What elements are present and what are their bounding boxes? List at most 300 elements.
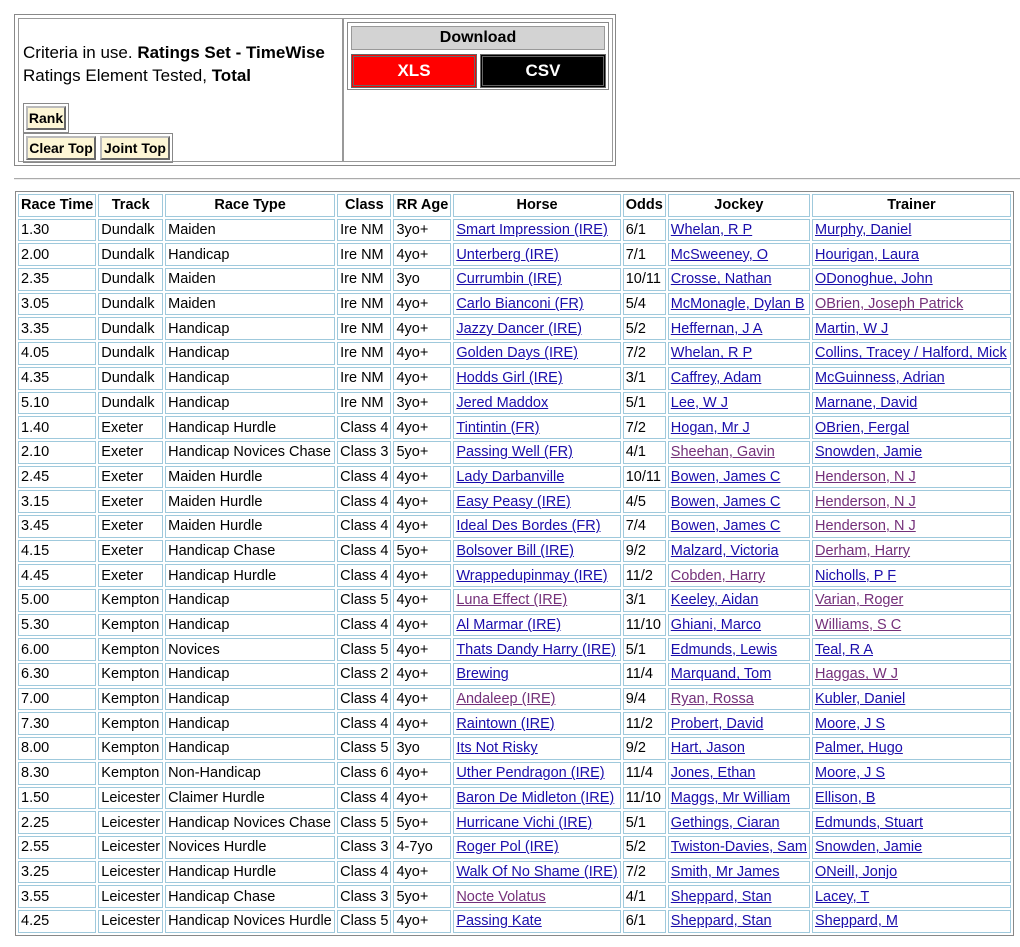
trainer-link[interactable]: Derham, Harry [812, 540, 1011, 563]
element-value: Total [211, 66, 252, 85]
race-time-cell: 2.10 [18, 441, 96, 464]
race-type-cell: Handicap [165, 614, 335, 637]
class-cell: Class 4 [337, 515, 391, 538]
class-cell: Class 4 [337, 688, 391, 711]
column-header: Track [98, 194, 163, 217]
race-type-cell: Maiden [165, 268, 335, 291]
table-body [18, 219, 1011, 933]
horse-link[interactable]: Thats Dandy Harry (IRE) [453, 638, 620, 661]
horse-link[interactable]: Uther Pendragon (IRE) [453, 762, 620, 785]
track-cell: Leicester [98, 861, 163, 884]
jockey-link[interactable]: Smith, Mr James [668, 861, 810, 884]
odds-cell: 11/4 [623, 663, 666, 686]
top-buttons-group [23, 133, 173, 163]
criteria-panel [14, 14, 616, 166]
race-time-cell: 4.05 [18, 342, 96, 365]
class-cell: Class 4 [337, 416, 391, 439]
class-cell: Class 5 [337, 737, 391, 760]
track-cell: Leicester [98, 787, 163, 810]
jockey-link[interactable]: Whelan, R P [668, 219, 810, 242]
divider [14, 178, 1020, 180]
jockey-link[interactable]: Hogan, Mr J [668, 416, 810, 439]
horse-link[interactable]: Easy Peasy (IRE) [453, 490, 620, 513]
age-cell: 5yo+ [393, 540, 451, 563]
table-row [18, 836, 1011, 859]
track-cell: Dundalk [98, 268, 163, 291]
age-cell: 4yo+ [393, 762, 451, 785]
odds-cell: 6/1 [623, 910, 666, 933]
table-row [18, 416, 1011, 439]
track-cell: Leicester [98, 910, 163, 933]
age-cell: 5yo+ [393, 885, 451, 908]
criteria-prefix: Criteria in use. [23, 43, 138, 62]
odds-cell: 5/4 [623, 293, 666, 316]
race-type-cell: Claimer Hurdle [165, 787, 335, 810]
table-header-row [18, 194, 1011, 217]
jockey-link[interactable]: McMonagle, Dylan B [668, 293, 810, 316]
trainer-link[interactable]: Teal, R A [812, 638, 1011, 661]
horse-link[interactable]: Nocte Volatus [453, 885, 620, 908]
table-row [18, 811, 1011, 834]
age-cell: 4yo+ [393, 663, 451, 686]
trainer-link[interactable]: Sheppard, M [812, 910, 1011, 933]
column-header: Odds [623, 194, 666, 217]
age-cell: 4yo+ [393, 367, 451, 390]
class-cell: Ire NM [337, 317, 391, 340]
horse-link[interactable]: Currumbin (IRE) [453, 268, 620, 291]
race-time-cell: 3.05 [18, 293, 96, 316]
age-cell: 5yo+ [393, 811, 451, 834]
race-type-cell: Handicap [165, 663, 335, 686]
track-cell: Dundalk [98, 317, 163, 340]
race-type-cell: Handicap [165, 367, 335, 390]
trainer-link[interactable]: Kubler, Daniel [812, 688, 1011, 711]
race-type-cell: Handicap [165, 342, 335, 365]
element-prefix: Ratings Element Tested, [23, 66, 212, 85]
horse-link[interactable]: Al Marmar (IRE) [453, 614, 620, 637]
table-row [18, 688, 1011, 711]
column-header: Horse [453, 194, 620, 217]
track-cell: Leicester [98, 885, 163, 908]
jockey-link[interactable]: McSweeney, O [668, 243, 810, 266]
age-cell: 4yo+ [393, 589, 451, 612]
race-type-cell: Handicap Chase [165, 885, 335, 908]
race-type-cell: Handicap [165, 392, 335, 415]
horse-link[interactable]: Jered Maddox [453, 392, 620, 415]
age-cell: 4yo+ [393, 910, 451, 933]
race-type-cell: Handicap Novices Chase [165, 441, 335, 464]
race-type-cell: Maiden [165, 293, 335, 316]
odds-cell: 11/10 [623, 614, 666, 637]
race-type-cell: Non-Handicap [165, 762, 335, 785]
age-cell: 4-7yo [393, 836, 451, 859]
table-row [18, 663, 1011, 686]
trainer-link[interactable]: Moore, J S [812, 762, 1011, 785]
track-cell: Dundalk [98, 293, 163, 316]
horse-link[interactable]: Tintintin (FR) [453, 416, 620, 439]
race-type-cell: Handicap Hurdle [165, 564, 335, 587]
age-cell: 4yo+ [393, 712, 451, 735]
odds-cell: 5/1 [623, 811, 666, 834]
class-cell: Class 2 [337, 663, 391, 686]
age-cell: 3yo+ [393, 219, 451, 242]
race-type-cell: Handicap [165, 688, 335, 711]
horse-link[interactable]: Hodds Girl (IRE) [453, 367, 620, 390]
table-row [18, 392, 1011, 415]
ratings-set-value: Ratings Set - TimeWise [137, 43, 325, 62]
jockey-link[interactable]: Bowen, James C [668, 515, 810, 538]
odds-cell: 10/11 [623, 466, 666, 489]
table-row [18, 293, 1011, 316]
odds-cell: 7/1 [623, 243, 666, 266]
race-type-cell: Handicap Hurdle [165, 416, 335, 439]
age-cell: 4yo+ [393, 317, 451, 340]
age-cell: 3yo+ [393, 392, 451, 415]
race-type-cell: Handicap Hurdle [165, 861, 335, 884]
horse-link[interactable]: Wrappedupinmay (IRE) [453, 564, 620, 587]
jockey-link[interactable]: Maggs, Mr William [668, 787, 810, 810]
horse-link[interactable]: Baron De Midleton (IRE) [453, 787, 620, 810]
odds-cell: 9/2 [623, 540, 666, 563]
horse-link[interactable]: Roger Pol (IRE) [453, 836, 620, 859]
track-cell: Exeter [98, 416, 163, 439]
horse-link[interactable]: Bolsover Bill (IRE) [453, 540, 620, 563]
table-row [18, 885, 1011, 908]
race-time-cell: 4.15 [18, 540, 96, 563]
age-cell: 4yo+ [393, 688, 451, 711]
trainer-link[interactable]: Snowden, Jamie [812, 836, 1011, 859]
table-row [18, 243, 1011, 266]
class-cell: Class 5 [337, 638, 391, 661]
table-row [18, 367, 1011, 390]
trainer-link[interactable]: Edmunds, Stuart [812, 811, 1011, 834]
trainer-link[interactable]: OBrien, Joseph Patrick [812, 293, 1011, 316]
horse-link[interactable]: Raintown (IRE) [453, 712, 620, 735]
race-time-cell: 8.00 [18, 737, 96, 760]
horse-link[interactable]: Carlo Bianconi (FR) [453, 293, 620, 316]
clear-top-button[interactable]: Clear Top [26, 136, 96, 160]
race-time-cell: 2.25 [18, 811, 96, 834]
class-cell: Class 5 [337, 589, 391, 612]
class-cell: Class 5 [337, 910, 391, 933]
jockey-link[interactable]: Twiston-Davies, Sam [668, 836, 810, 859]
trainer-link[interactable]: Collins, Tracey / Halford, Mick [812, 342, 1011, 365]
odds-cell: 5/1 [623, 638, 666, 661]
track-cell: Leicester [98, 836, 163, 859]
table-row [18, 638, 1011, 661]
jockey-link[interactable]: Marquand, Tom [668, 663, 810, 686]
table-row [18, 762, 1011, 785]
trainer-link[interactable]: Moore, J S [812, 712, 1011, 735]
jockey-link[interactable]: Lee, W J [668, 392, 810, 415]
race-time-cell: 1.50 [18, 787, 96, 810]
jockey-link[interactable]: Malzard, Victoria [668, 540, 810, 563]
download-title: Download [351, 26, 605, 50]
class-cell: Ire NM [337, 342, 391, 365]
jockey-link[interactable]: Crosse, Nathan [668, 268, 810, 291]
column-header: Race Time [18, 194, 96, 217]
trainer-link[interactable]: Henderson, N J [812, 490, 1011, 513]
trainer-link[interactable]: Nicholls, P F [812, 564, 1011, 587]
track-cell: Exeter [98, 466, 163, 489]
jockey-link[interactable]: Bowen, James C [668, 490, 810, 513]
jockey-link[interactable]: Hart, Jason [668, 737, 810, 760]
age-cell: 4yo+ [393, 515, 451, 538]
trainer-link[interactable]: Haggas, W J [812, 663, 1011, 686]
jockey-link[interactable]: Ryan, Rossa [668, 688, 810, 711]
jockey-link[interactable]: Sheehan, Gavin [668, 441, 810, 464]
races-table [15, 191, 1014, 936]
xls-download-button[interactable]: XLS [351, 54, 477, 88]
jockey-link[interactable]: Heffernan, J A [668, 317, 810, 340]
horse-link[interactable]: Ideal Des Bordes (FR) [453, 515, 620, 538]
race-time-cell: 6.30 [18, 663, 96, 686]
class-cell: Class 3 [337, 885, 391, 908]
horse-link[interactable]: Its Not Risky [453, 737, 620, 760]
horse-link[interactable]: Hurricane Vichi (IRE) [453, 811, 620, 834]
table-row [18, 564, 1011, 587]
jockey-link[interactable]: Ghiani, Marco [668, 614, 810, 637]
odds-cell: 7/2 [623, 416, 666, 439]
jockey-link[interactable]: Keeley, Aidan [668, 589, 810, 612]
download-panel [347, 22, 609, 90]
jockey-link[interactable]: Bowen, James C [668, 466, 810, 489]
track-cell: Exeter [98, 441, 163, 464]
class-cell: Class 3 [337, 441, 391, 464]
trainer-link[interactable]: Lacey, T [812, 885, 1011, 908]
jockey-link[interactable]: Whelan, R P [668, 342, 810, 365]
horse-link[interactable]: Unterberg (IRE) [453, 243, 620, 266]
race-time-cell: 5.30 [18, 614, 96, 637]
race-type-cell: Handicap [165, 243, 335, 266]
age-cell: 3yo [393, 737, 451, 760]
age-cell: 4yo+ [393, 490, 451, 513]
trainer-link[interactable]: ODonoghue, John [812, 268, 1011, 291]
csv-download-button[interactable]: CSV [480, 54, 606, 88]
jockey-link[interactable]: Gethings, Ciaran [668, 811, 810, 834]
odds-cell: 7/2 [623, 861, 666, 884]
race-time-cell: 3.45 [18, 515, 96, 538]
table-row [18, 342, 1011, 365]
class-cell: Class 3 [337, 836, 391, 859]
horse-link[interactable]: Passing Kate [453, 910, 620, 933]
column-header: Trainer [812, 194, 1011, 217]
age-cell: 4yo+ [393, 466, 451, 489]
jockey-link[interactable]: Caffrey, Adam [668, 367, 810, 390]
table-row [18, 268, 1011, 291]
trainer-link[interactable]: Henderson, N J [812, 515, 1011, 538]
odds-cell: 10/11 [623, 268, 666, 291]
class-cell: Class 4 [337, 490, 391, 513]
race-type-cell: Handicap [165, 737, 335, 760]
download-cell [343, 18, 613, 162]
odds-cell: 11/4 [623, 762, 666, 785]
trainer-link[interactable]: Martin, W J [812, 317, 1011, 340]
track-cell: Kempton [98, 737, 163, 760]
table-row [18, 712, 1011, 735]
table-row [18, 466, 1011, 489]
trainer-link[interactable]: OBrien, Fergal [812, 416, 1011, 439]
column-header: RR Age [393, 194, 451, 217]
jockey-link[interactable]: Sheppard, Stan [668, 885, 810, 908]
table-row [18, 317, 1011, 340]
table-row [18, 490, 1011, 513]
class-cell: Class 4 [337, 564, 391, 587]
race-type-cell: Handicap Chase [165, 540, 335, 563]
column-header: Jockey [668, 194, 810, 217]
track-cell: Dundalk [98, 367, 163, 390]
column-header: Class [337, 194, 391, 217]
odds-cell: 4/1 [623, 441, 666, 464]
age-cell: 4yo+ [393, 243, 451, 266]
class-cell: Class 4 [337, 787, 391, 810]
class-cell: Ire NM [337, 243, 391, 266]
jockey-link[interactable]: Cobden, Harry [668, 564, 810, 587]
table-row [18, 910, 1011, 933]
odds-cell: 11/2 [623, 564, 666, 587]
race-time-cell: 8.30 [18, 762, 96, 785]
class-cell: Ire NM [337, 293, 391, 316]
horse-link[interactable]: Smart Impression (IRE) [453, 219, 620, 242]
odds-cell: 5/2 [623, 836, 666, 859]
track-cell: Kempton [98, 614, 163, 637]
rank-group [23, 103, 69, 133]
rank-button[interactable]: Rank [26, 106, 66, 130]
track-cell: Exeter [98, 490, 163, 513]
table-row [18, 219, 1011, 242]
table-row [18, 614, 1011, 637]
odds-cell: 9/4 [623, 688, 666, 711]
race-time-cell: 5.10 [18, 392, 96, 415]
track-cell: Kempton [98, 762, 163, 785]
jockey-link[interactable]: Sheppard, Stan [668, 910, 810, 933]
table-row [18, 589, 1011, 612]
track-cell: Kempton [98, 589, 163, 612]
jockey-link[interactable]: Jones, Ethan [668, 762, 810, 785]
trainer-link[interactable]: Ellison, B [812, 787, 1011, 810]
race-time-cell: 1.30 [18, 219, 96, 242]
class-cell: Class 5 [337, 811, 391, 834]
trainer-link[interactable]: Snowden, Jamie [812, 441, 1011, 464]
criteria-text [23, 41, 325, 87]
age-cell: 3yo [393, 268, 451, 291]
race-type-cell: Novices [165, 638, 335, 661]
table-row [18, 441, 1011, 464]
age-cell: 4yo+ [393, 564, 451, 587]
race-time-cell: 1.40 [18, 416, 96, 439]
class-cell: Class 4 [337, 861, 391, 884]
age-cell: 4yo+ [393, 861, 451, 884]
trainer-link[interactable]: Williams, S C [812, 614, 1011, 637]
trainer-link[interactable]: Murphy, Daniel [812, 219, 1011, 242]
class-cell: Ire NM [337, 219, 391, 242]
odds-cell: 9/2 [623, 737, 666, 760]
odds-cell: 7/4 [623, 515, 666, 538]
age-cell: 4yo+ [393, 614, 451, 637]
track-cell: Kempton [98, 688, 163, 711]
race-time-cell: 3.25 [18, 861, 96, 884]
criteria-cell [18, 18, 343, 162]
odds-cell: 4/5 [623, 490, 666, 513]
jockey-link[interactable]: Edmunds, Lewis [668, 638, 810, 661]
age-cell: 4yo+ [393, 293, 451, 316]
track-cell: Exeter [98, 564, 163, 587]
age-cell: 4yo+ [393, 638, 451, 661]
track-cell: Dundalk [98, 243, 163, 266]
age-cell: 5yo+ [393, 441, 451, 464]
race-time-cell: 7.30 [18, 712, 96, 735]
jockey-link[interactable]: Probert, David [668, 712, 810, 735]
class-cell: Ire NM [337, 392, 391, 415]
race-type-cell: Handicap [165, 317, 335, 340]
trainer-link[interactable]: Marnane, David [812, 392, 1011, 415]
trainer-link[interactable]: ONeill, Jonjo [812, 861, 1011, 884]
horse-link[interactable]: Passing Well (FR) [453, 441, 620, 464]
race-time-cell: 4.35 [18, 367, 96, 390]
race-type-cell: Handicap Novices Chase [165, 811, 335, 834]
table-row [18, 787, 1011, 810]
trainer-link[interactable]: McGuinness, Adrian [812, 367, 1011, 390]
horse-link[interactable]: Brewing [453, 663, 620, 686]
track-cell: Dundalk [98, 219, 163, 242]
race-time-cell: 2.45 [18, 466, 96, 489]
horse-link[interactable]: Andaleep (IRE) [453, 688, 620, 711]
odds-cell: 5/2 [623, 317, 666, 340]
trainer-link[interactable]: Henderson, N J [812, 466, 1011, 489]
race-time-cell: 3.15 [18, 490, 96, 513]
class-cell: Class 6 [337, 762, 391, 785]
race-type-cell: Handicap [165, 589, 335, 612]
track-cell: Dundalk [98, 342, 163, 365]
horse-link[interactable]: Luna Effect (IRE) [453, 589, 620, 612]
joint-top-button[interactable]: Joint Top [100, 136, 170, 160]
odds-cell: 4/1 [623, 885, 666, 908]
odds-cell: 6/1 [623, 219, 666, 242]
track-cell: Kempton [98, 712, 163, 735]
horse-link[interactable]: Walk Of No Shame (IRE) [453, 861, 620, 884]
horse-link[interactable]: Golden Days (IRE) [453, 342, 620, 365]
class-cell: Class 4 [337, 712, 391, 735]
column-header: Race Type [165, 194, 335, 217]
race-time-cell: 2.35 [18, 268, 96, 291]
race-time-cell: 2.55 [18, 836, 96, 859]
race-time-cell: 4.45 [18, 564, 96, 587]
race-time-cell: 4.25 [18, 910, 96, 933]
class-cell: Ire NM [337, 268, 391, 291]
odds-cell: 11/10 [623, 787, 666, 810]
horse-link[interactable]: Lady Darbanville [453, 466, 620, 489]
age-cell: 4yo+ [393, 416, 451, 439]
table-row [18, 737, 1011, 760]
odds-cell: 3/1 [623, 589, 666, 612]
race-type-cell: Maiden Hurdle [165, 466, 335, 489]
class-cell: Class 4 [337, 466, 391, 489]
race-time-cell: 6.00 [18, 638, 96, 661]
trainer-link[interactable]: Varian, Roger [812, 589, 1011, 612]
odds-cell: 11/2 [623, 712, 666, 735]
race-time-cell: 2.00 [18, 243, 96, 266]
odds-cell: 5/1 [623, 392, 666, 415]
horse-link[interactable]: Jazzy Dancer (IRE) [453, 317, 620, 340]
class-cell: Ire NM [337, 367, 391, 390]
trainer-link[interactable]: Hourigan, Laura [812, 243, 1011, 266]
track-cell: Kempton [98, 663, 163, 686]
race-time-cell: 7.00 [18, 688, 96, 711]
odds-cell: 7/2 [623, 342, 666, 365]
trainer-link[interactable]: Palmer, Hugo [812, 737, 1011, 760]
race-type-cell: Maiden [165, 219, 335, 242]
race-type-cell: Handicap Novices Hurdle [165, 910, 335, 933]
